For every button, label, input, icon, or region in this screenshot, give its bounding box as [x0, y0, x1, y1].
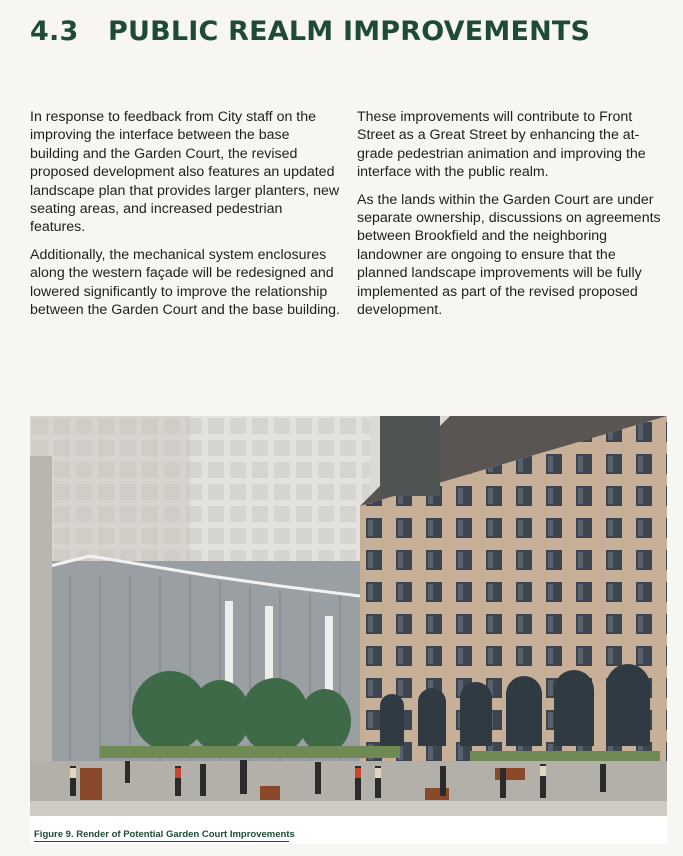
section-title: PUBLIC REALM IMPROVEMENTS [108, 16, 591, 47]
figure-caption [34, 829, 295, 840]
section-number: 4.3 [30, 16, 79, 47]
body-column-left [30, 108, 340, 328]
paragraph: Additionally, the mechanical system enclosures along the western façade will be redesigned and lowered significantly to improve the relationship between the Garden Court and the base building. [30, 246, 340, 319]
render-illustration [30, 416, 667, 816]
body-column-right [357, 108, 667, 328]
caption-underline [34, 841, 289, 842]
paragraph: As the lands within the Garden Court are under separate ownership, discussions on agreements between Brookfield and the neighboring landowner are ongoing to ensure that the planned landscape improvements will be fully implemented as part of the revised proposed development. [357, 191, 661, 319]
paragraph: In response to feedback from City staff on the improving the interface between the base building and the Garden Court, the revised proposed development also features an updated landscape plan that provides larger planters, new seating areas, and increased pedestrian features. [30, 109, 340, 236]
figure-caption-text: Render of Potential Garden Court Improvements [76, 829, 295, 840]
paragraph: These improvements will contribute to Front Street as a Great Street by enhancing the at-grade pedestrian animation and improving the interface with the public realm. [357, 109, 646, 181]
garden-court-render [30, 416, 667, 816]
figure-label: Figure 9. [34, 829, 74, 840]
section-heading [30, 16, 590, 47]
